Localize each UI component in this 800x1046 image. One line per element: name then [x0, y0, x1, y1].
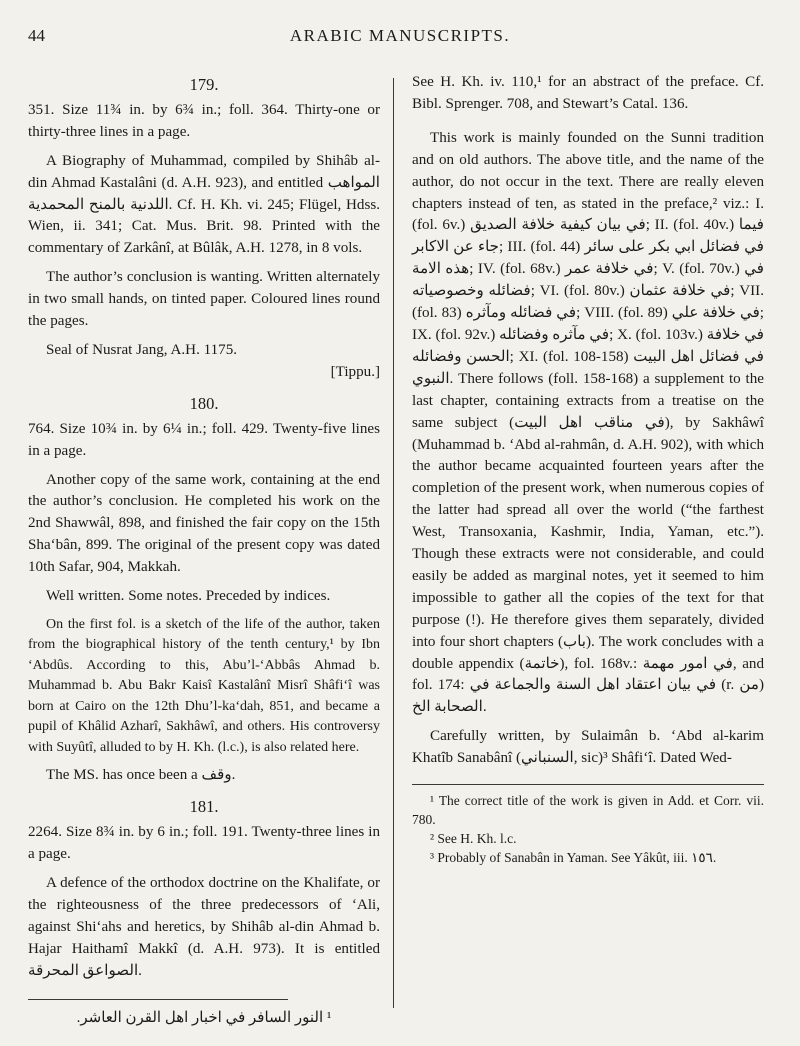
footnote-rule-right [412, 784, 764, 785]
entry-181-body: A defence of the orthodox doctrine on the Khalifate, or the righteousness of the three predecessors of ‘Ali, against Shi‘ahs and heretics, by Shihâb al-din Ahmad b. Hajar Haithamî Makkî (d. A.H. 973). It is entitled الصواعق المحرقة. [28, 875, 380, 979]
entry-179-seal: Seal of Nusrat Jang, A.H. 1175. [46, 341, 238, 358]
page-number: 44 [28, 26, 45, 45]
right-colophon: Carefully written, by Sulaimân b. ‘Abd al-karim Khatîb Sanabânî (السنباني, sic)³ Shâfi‘î. Dated Wed- [412, 728, 764, 767]
entry-180-notes: Well written. Some notes. Preceded by indices. [46, 588, 331, 605]
page-header [28, 26, 772, 50]
entry-179-body: A Biography of Muhammad, compiled by Shihâb al-din Ahmad Kastalâni (d. A.H. 923), and entitled المواهب اللدنية بالمنح المحمدية. Cf. H. Kh. vi. 245; Flügel, Hdss. Wien, ii. 341; Cat. Mus. Brit. 98. Printed with the commentary of Zarkânî, at Bûlâk, A.H. 1278, in 8 vols. [28, 152, 380, 257]
entry-number-181: 181. [189, 797, 219, 817]
right-column [412, 72, 764, 867]
footnote-rule-left [28, 999, 288, 1000]
entry-number-179: 179. [189, 75, 219, 94]
entry-180-biography: On the first fol. is a sketch of the life of the author, taken from the biographical history of the tenth century,¹ by Ibn ‘Abdûs. According to this, Abu’l-‘Abbâs Ahmad b. Muhammad b. Abu Bakr Kaisî Kastalânî Misrî Shâfi‘î was born at Cairo on the 12th Dhu’l-ka‘dah, 851, and became a pupil of Khâlid Azharî, Sakhâwî, and others. His controversy with Suyûtî, alluded to by H. Kh. (l.c.), is also related here. [28, 616, 380, 755]
footnote-left: ¹ النور السافر في اخبار اهل القرن العاشر. [76, 1009, 332, 1026]
footnote-1: ¹ The correct title of the work is given in Add. et Corr. vii. 780. [412, 793, 764, 828]
column-divider [393, 78, 394, 1008]
footnote-2: ² See H. Kh. l.c. [430, 831, 517, 847]
entry-181-description: 2264. Size 8¾ in. by 6 in.; foll. 191. Twenty-three lines in a page. [28, 824, 380, 863]
entry-180-description: 764. Size 10¾ in. by 6¼ in.; foll. 429. Twenty-five lines in a page. [28, 420, 380, 459]
entry-180-waqf-note: The MS. has once been a وقف. [46, 767, 236, 784]
left-column [28, 72, 380, 1030]
entry-number-180: 180. [189, 393, 219, 413]
entry-180-body: Another copy of the same work, containing at the end the author’s conclusion. He completed his work on the 2nd Shawwâl, 898, and finished the fair copy on the 15th Sha‘bân, 899. The original of the present copy was dated 10th Safar, 904, Makkah. [28, 471, 380, 576]
right-references: See H. Kh. iv. 110,¹ for an abstract of the preface. Cf. Bibl. Sprenger. 708, and Stewart’s Catal. 136. [412, 74, 764, 112]
entry-179-provenance: [Tippu.] [330, 363, 380, 380]
footnote-3: ³ Probably of Sanabân in Yaman. See Yâkût, iii. ١٥٦. [430, 850, 717, 866]
entry-179-notes: The author’s conclusion is wanting. Written alternately in two small hands, on tinted paper. Coloured lines round the pages. [28, 269, 380, 330]
right-contents: This work is mainly founded on the Sunni tradition and on old authors. The above title, and the name of the author, do not occur in the text. There are really eleven chapters instead of ten, as stated in the preface,² viz.: I. (fol. 6v.) في بيان كيفية خلافة الصديق; II. (fol. 40v.) فيما جاء عن الاكابر; III. (fol. 44) في فضائل ابي بكر على سائر هذه الامة; IV. (fol. 68v.) في خلافة عمر; V. (fol. 70v.) في فضائله وخصوصياته; VI. (fol. 80v.) في خلافة عثمان; VII. (fol. 83) في فضائله ومآثره; VIII. (fol. 89) في خلافة علي; IX. (fol. 92v.) في مآثره وفضائله; X. (fol. 103v.) في خلافة الحسن وفضائله; XI. (fol. 108-158) في فضائل اهل البيت النبوي. There follows (foll. 158-168) a supplement to the last chapter, containing extracts from a treatise on the same subject (في مناقب اهل البيت), by Sakhâwî (Muhammad b. ‘Abd al-rahmân, d. A.H. 902), with which the author became acquainted fourteen years after the completion of the present work, when numerous copies of the latter had spread all over the world (“the farthest West, Transoxania, Kashmir, India, Yaman, etc.”). Though these extracts were not considerable, and could easily be added as marginal notes, yet it seemed to him impossible to gather all the copies of the text for that purpose (!). He therefore gives them separately, divided into four short chapters (باب). The work concludes with a double appendix (خاتمة), fol. 168v.: في امور مهمة, and fol. 174: في بيان اعتقاد اهل السنة والجماعة في (r. من) الصحابة الخ. [412, 129, 765, 716]
running-title: ARABIC MANUSCRIPTS. [289, 26, 511, 45]
entry-179-description: 351. Size 11¾ in. by 6¾ in.; foll. 364. Thirty-one or thirty-three lines in a page. [28, 101, 380, 140]
